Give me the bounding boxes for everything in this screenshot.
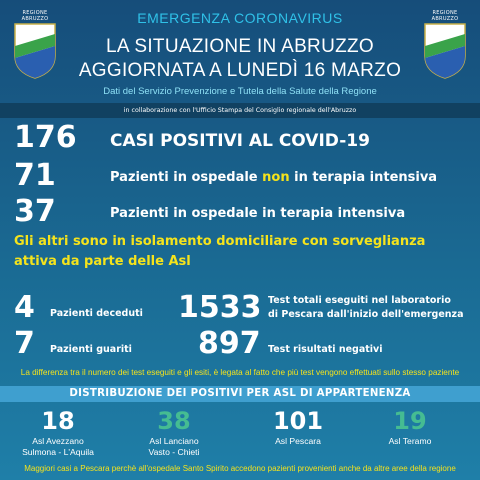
- hospitalized-label-highlight: non: [262, 170, 290, 185]
- header-subtitle: Dati del Servizio Prevenzione e Tutela della Salute della Regione: [103, 86, 377, 97]
- tests-total-label-2: di Pescara dall'inizio dell'emergenza: [268, 309, 464, 320]
- asl-value: 18: [41, 407, 75, 435]
- positive-cases-value: 176: [14, 120, 77, 155]
- tests-note: La differenza tra il numero dei test eseguiti e gli esiti, è legata al fatto che più test vengono effettuati sullo stesso paziente: [20, 368, 460, 377]
- asl-value: 38: [157, 407, 191, 435]
- negative-tests-value: 897: [198, 326, 261, 361]
- isolation-line1: Gli altri sono in isolamento domiciliare con sorveglianza: [14, 234, 426, 249]
- asl-label: Asl Teramo: [388, 436, 432, 446]
- tests-total-label-1: Test totali eseguiti nel laboratorio: [268, 295, 451, 306]
- crest-shield-icon: [422, 22, 468, 80]
- region-crest-left: [12, 10, 58, 80]
- asl-label: Asl Pescara: [275, 436, 321, 446]
- icu-value: 37: [14, 194, 56, 229]
- hospitalized-label-c: in terapia intensiva: [289, 170, 438, 185]
- hospitalized-value: 71: [14, 158, 56, 193]
- page-title-line2: AGGIORNATA A LUNEDÌ 16 MARZO: [78, 60, 402, 81]
- asl-value: 19: [393, 407, 427, 435]
- negative-tests-label: Test risultati negativi: [268, 344, 383, 355]
- distribution-title: DISTRIBUZIONE DEI POSITIVI PER ASL DI APPARTENENZA: [0, 386, 480, 402]
- isolation-line2: attiva da parte delle Asl: [14, 254, 191, 269]
- recovered-value: 7: [14, 326, 35, 361]
- crest-caption: REGIONE ABRUZZO: [431, 10, 459, 22]
- header-kicker: EMERGENZA CORONAVIRUS: [137, 10, 343, 26]
- hospitalized-label-a: Pazienti in ospedale: [110, 170, 263, 185]
- recovered-label: Pazienti guariti: [50, 344, 132, 355]
- deaths-value: 4: [14, 290, 35, 325]
- asl-label: Asl Avezzano Sulmona - L'Aquila: [22, 436, 94, 457]
- collaboration-bar: in collaborazione con l'Ufficio Stampa del Consiglio regionale dell'Abruzzo: [0, 103, 480, 118]
- asl-item: [119, 406, 229, 458]
- hospitalized-label: [110, 170, 437, 185]
- crest-caption: REGIONE ABRUZZO: [21, 10, 49, 22]
- asl-item: [3, 406, 113, 458]
- positive-cases-label: CASI POSITIVI AL COVID-19: [110, 131, 370, 151]
- asl-item: [355, 406, 465, 447]
- region-crest-right: [422, 10, 468, 80]
- tests-total-value: 1533: [178, 290, 262, 325]
- footer-note: Maggiori casi a Pescara perchè all'ospedale Santo Spirito accedono pazienti provenienti anche da altre aree della regione: [24, 464, 456, 473]
- asl-value: 101: [272, 407, 324, 435]
- icu-label: Pazienti in ospedale in terapia intensiva: [110, 206, 406, 221]
- deaths-label: Pazienti deceduti: [50, 308, 143, 319]
- asl-item: [243, 406, 353, 447]
- page-title-line1: LA SITUAZIONE IN ABRUZZO: [106, 36, 374, 57]
- crest-shield-icon: [12, 22, 58, 80]
- asl-label: Asl Lanciano Vasto - Chieti: [148, 436, 200, 457]
